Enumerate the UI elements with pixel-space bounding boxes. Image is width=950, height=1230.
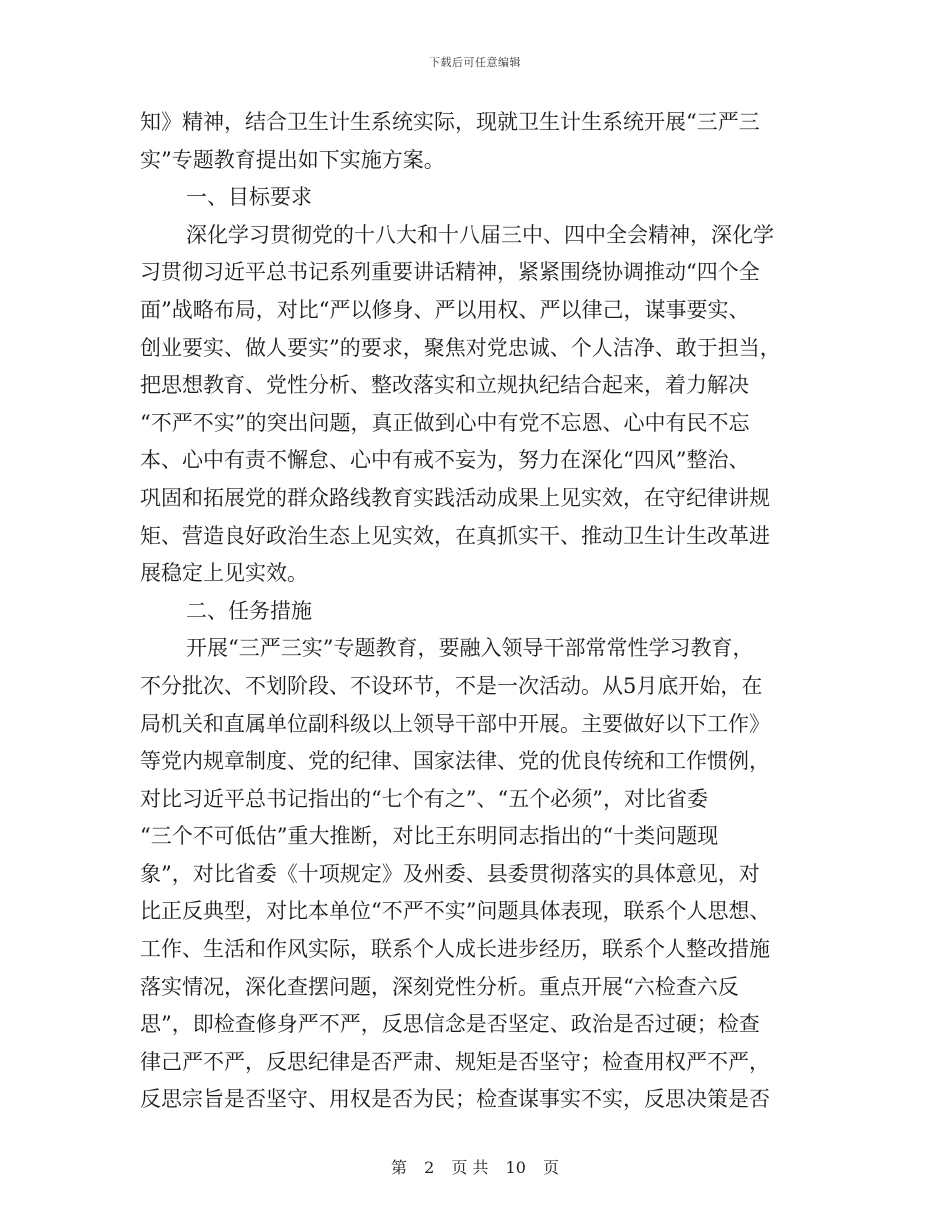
text-line: 矩、营造良好政治生态上见实效，在真抓实干、推动卫生计生改革进 [140, 523, 770, 548]
text-line: 展稳定上见实效。 [140, 561, 308, 586]
text-line: 创业要实、做人要实”的要求，聚焦对党忠诚、个人洁净、敢于担当， [140, 335, 781, 360]
text-line: 开展“三严三实”专题教育，要融入领导干部常常性学习教育， [186, 636, 754, 661]
page-number-prefix: 第 [390, 1158, 407, 1177]
page-number-suffix: 页 [543, 1158, 560, 1177]
text-line: 习贯彻习近平总书记系列重要讲话精神，紧紧围绕协调推动“四个全 [140, 260, 760, 285]
text-line: 比正反典型，对比本单位“不严不实”问题具体表现，联系个人思想、 [140, 899, 771, 924]
text-line: 本、心中有责不懈怠、心中有戒不妄为，努力在深化“四风”整治、 [140, 448, 750, 473]
text-line: 深化学习贯彻党的十八大和十八届三中、四中全会精神，深化学 [186, 222, 774, 247]
text-line: 等党内规章制度、党的纪律、国家法律、党的优良传统和工作惯例， [140, 749, 770, 774]
text-line: 工作、生活和作风实际，联系个人成长进步经历，联系个人整改措施 [140, 937, 770, 962]
text-line: “不严不实”的突出问题，真正做到心中有党不忘恩、心中有民不忘 [140, 410, 750, 435]
page-footer [0, 1155, 950, 1178]
text-line: 象”，对比省委《十项规定》及州委、县委贯彻落实的具体意见，对 [140, 861, 760, 886]
page-number-current: 2 [424, 1158, 435, 1177]
section-heading: 二、任务措施 [186, 598, 312, 623]
text-line: 思”，即检查修身严不严，反思信念是否坚定、政治是否过硬；检查 [140, 1012, 760, 1037]
text-line: 实”专题教育提出如下实施方案。 [140, 147, 445, 172]
text-line: 对比习近平总书记指出的“七个有之”、“五个必须”，对比省委 [140, 786, 708, 811]
text-line: 面”战略布局，对比“严以修身、严以用权、严以律己，谋事要实、 [140, 297, 750, 322]
text-line: 把思想教育、党性分析、整改落实和立规执纪结合起来，着力解决 [140, 373, 749, 398]
text-line: 反思宗旨是否坚守、用权是否为民；检查谋事实不实，反思决策是否 [140, 1087, 770, 1112]
section-heading: 一、目标要求 [186, 185, 312, 210]
text-line: 局机关和直属单位副科级以上领导干部中开展。主要做好以下工作》 [140, 711, 770, 736]
page-number-total: 10 [505, 1158, 526, 1177]
page-number-mid: 页 共 [451, 1158, 489, 1177]
text-line: 知》精神，结合卫生计生系统实际，现就卫生计生系统开展“三严三 [140, 110, 760, 134]
page-header: 下载后可任意编辑 [429, 56, 521, 69]
document-body [140, 104, 810, 1119]
text-line: 不分批次、不划阶段、不设环节，不是一次活动。从5月底开始，在 [140, 673, 763, 698]
text-line: 律己严不严，反思纪律是否严肃、规矩是否坚守；检查用权严不严， [140, 1049, 770, 1074]
text-line: “三个不可低估”重大推断，对比王东明同志指出的“十类问题现 [140, 824, 719, 849]
text-line: 落实情况，深化查摆问题，深刻党性分析。重点开展“六检查六反 [140, 974, 739, 999]
text-line: 巩固和拓展党的群众路线教育实践活动成果上见实效，在守纪律讲规 [140, 485, 770, 510]
